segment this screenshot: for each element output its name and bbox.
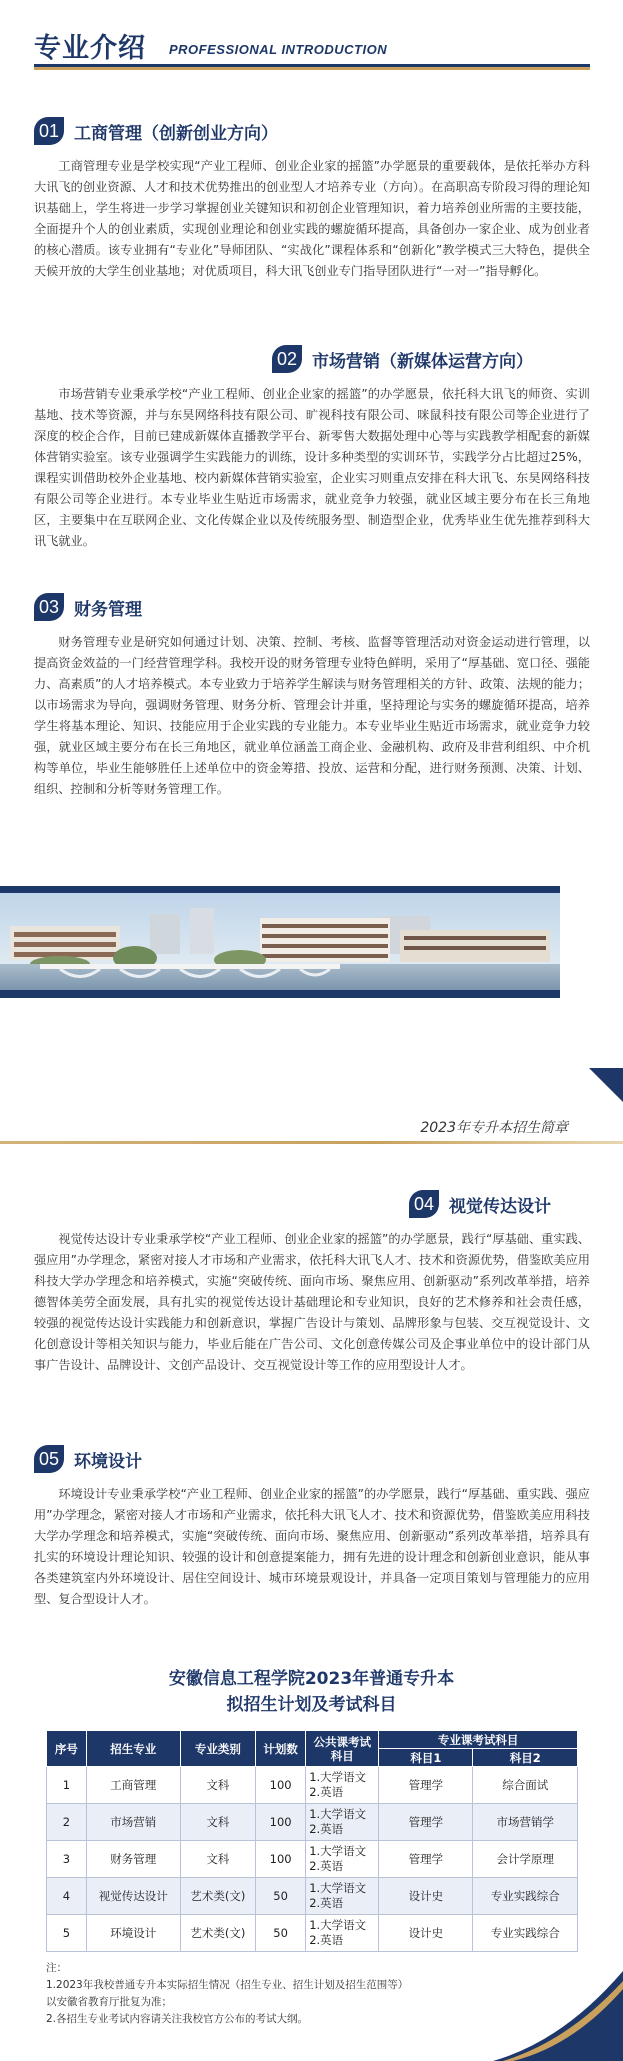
cell-public-exam [306,1804,379,1841]
cell-plan: 100 [256,1804,306,1841]
public-subject-2: 2.英语 [309,1896,344,1910]
enrollment-plan-table [46,1730,578,1952]
col-header-subject2: 科目2 [473,1749,578,1767]
cell-plan: 50 [256,1878,306,1915]
col-header-public-exam: 公共课考试科目 [306,1731,379,1767]
cell-subject2: 专业实践综合 [473,1915,578,1952]
table-title-line2: 拟招生计划及考试科目 [226,1695,397,1715]
col-header-subject1: 科目1 [379,1749,473,1767]
cell-subject2: 会计学原理 [473,1841,578,1878]
section-01-heading [34,117,278,147]
section-05-text: 环境设计专业秉承学校“产业工程师、创业企业家的摇篮”的办学愿景，践行“厚基础、重实践、强应用”办学理念，紧密对接人才市场和产业需求，依托科大讯飞人才、技术和资源优势，借鉴欧美应用科技大学办学理念和培养模式，实施“突破传统、面向市场、聚焦应用、创新驱动”系列改革举措，培养具有扎实的环境设计理论知识、较强的设计和创意提案能力，拥有先进的设计理念和创新创业意识，能从事各类建筑室内外环境设计、居住空间设计、城市环境景观设计，并具备一定项目策划与管理能力的应用型、复合型设计人才。 [34,1487,590,1606]
note-line-3: 2.各招生专业考试内容请关注我校官方公布的考试大纲。 [46,2013,309,2025]
cell-major: 市场营销 [86,1804,180,1841]
cell-plan: 100 [256,1841,306,1878]
section-title: 视觉传达设计 [449,1196,551,1217]
public-subject-1: 1.大学语文 [309,1770,367,1784]
cell-major: 视觉传达设计 [86,1878,180,1915]
cell-no: 5 [47,1915,87,1952]
cell-category: 文科 [180,1841,255,1878]
col-header-no: 序号 [47,1731,87,1767]
table-row [47,1915,578,1952]
public-subject-2: 2.英语 [309,1859,344,1873]
cell-no: 3 [47,1841,87,1878]
cell-subject1: 管理学 [379,1767,473,1804]
cell-public-exam [306,1915,379,1952]
cell-plan: 100 [256,1767,306,1804]
section-number-badge: 02 [272,345,302,373]
cell-no: 2 [47,1804,87,1841]
table-row [47,1878,578,1915]
public-subject-1: 1.大学语文 [309,1807,367,1821]
cell-category: 艺术类(文) [180,1878,255,1915]
cell-no: 4 [47,1878,87,1915]
public-subject-1: 1.大学语文 [309,1881,367,1895]
cell-subject1: 设计史 [379,1878,473,1915]
section-title: 工商管理（创新创业方向） [74,123,278,144]
section-number-badge: 05 [34,1445,64,1473]
brochure-year-caption: 2023年专升本招生简章 [420,1120,568,1136]
table-notes [46,1960,506,2028]
corner-decoration [473,1971,623,2061]
note-line-1: 1.2023年我校普通专升本实际招生情况（招生专业、招生计划及招生范围等） [46,1979,409,1991]
cell-subject1: 管理学 [379,1841,473,1878]
public-subject-1: 1.大学语文 [309,1844,367,1858]
campus-banner-image [0,886,560,998]
public-subject-1: 1.大学语文 [309,1918,367,1932]
cell-subject1: 设计史 [379,1915,473,1952]
col-header-category: 专业类别 [180,1731,255,1767]
section-03-heading [34,593,142,623]
col-header-major: 招生专业 [86,1731,180,1767]
cell-subject2: 综合面试 [473,1767,578,1804]
page-title: 专业介绍 [34,33,146,64]
section-title: 财务管理 [74,599,142,620]
section-number-badge: 03 [34,593,64,621]
col-header-plan: 计划数 [256,1731,306,1767]
table-row [47,1804,578,1841]
cell-public-exam [306,1841,379,1878]
section-01-text: 工商管理专业是学校实现“产业工程师、创业企业家的摇篮”办学愿景的重要载体，是依托举办方科大讯飞的创业资源、人才和技术优势推出的创业型人才培养专业（方向）。在高职高专阶段习得的理论知识基础上，学生将进一步学习掌握创业关键知识和初创企业管理知识，着力培养创业所需的主要技能，全面提升个人的创业素质，实现创业理论和创业实践的螺旋循环提高，具备创办一家企业、成为创业者的核心潜质。该专业拥有“专业化”导师团队、“实战化”课程体系和“创新化”教学模式三大特色，提供全天候开放的大学生创业基地；对优质项目，科大讯飞创业专门指导团队进行“一对一”指导孵化。 [34,159,590,278]
section-03-text: 财务管理专业是研究如何通过计划、决策、控制、考核、监督等管理活动对资金运动进行管理，以提高资金效益的一门经营管理学科。我校开设的财务管理专业特色鲜明，采用了“厚基础、宽口径、强能力、高素质”的人才培养模式。本专业致力于培养学生解读与财务管理相关的方针、政策、法规的能力；以市场需求为导向，强调财务管理、财务分析、管理会计并重，坚持理论与实务的螺旋循环提高，培养学生将基本理论、知识、技能应用于企业实践的专业能力。本专业毕业生贴近市场需求，就业竞争力较强，就业区域主要分布在长三角地区，就业单位涵盖工商企业、金融机构、政府及非营利组织、中介机构等单位，毕业生能够胜任上述单位中的资金筹措、投放、运营和分配，进行财务预测、决策、计划、组织、控制和分析等财务管理工作。 [34,635,590,796]
cell-public-exam [306,1878,379,1915]
table-title-line1: 安徽信息工程学院2023年普通专升本 [168,1669,455,1689]
section-04-text: 视觉传达设计专业秉承学校“产业工程师、创业企业家的摇篮”的办学愿景，践行“厚基础、重实践、强应用”办学理念，紧密对接人才市场和产业需求，依托科大讯飞人才、技术和资源优势，借鉴欧美应用科技大学办学理念和培养模式，实施“突破传统、面向市场、聚焦应用、创新驱动”系列改革举措，培养德智体美劳全面发展，具有扎实的视觉传达设计基础理论和专业知识，良好的艺术修养和社会责任感，较强的视觉传达设计实践能力和创新意识，掌握广告设计与策划、品牌形象与包装、交互视觉设计、文化创意设计等相关知识与能力，毕业后能在广告公司、文化创意传媒公司及企事业单位中的设计部门从事广告设计、品牌设计、文创产品设计、交互视觉设计等工作的应用型设计人才。 [34,1232,590,1372]
note-line-2: 以安徽省教育厅批复为准； [46,1996,172,2008]
cell-category: 艺术类(文) [180,1915,255,1952]
cell-subject2: 专业实践综合 [473,1878,578,1915]
section-number-badge: 04 [409,1190,439,1218]
cell-public-exam [306,1767,379,1804]
section-title: 市场营销（新媒体运营方向） [312,351,533,372]
cell-plan: 50 [256,1915,306,1952]
campus-illustration [0,886,560,998]
section-02-text: 市场营销专业秉承学校“产业工程师、创业企业家的摇篮”的办学愿景，依托科大讯飞的师资、实训基地、技术等资源，并与东昊网络科技有限公司、旷视科技有限公司、咪鼠科技有限公司等企业进行了深度的校企合作，目前已建成新媒体直播教学平台、新零售大数据处理中心等与实践教学相配套的新媒体营销实验室。该专业强调学生实践能力的训练，设计多种类型的实训环节，实践学分占比超过25%，课程实训借助校外企业基地、校内新媒体营销实验室，企业实习则重点安排在科大讯飞、东昊网络科技有限公司等企业进行。本专业毕业生贴近市场需求，就业竞争力较强，就业区域主要分布在长三角地区，主要集中在互联网企业、文化传媒企业以及传统服务型、制造型企业，优秀毕业生优先推荐到科大讯飞就业。 [34,387,590,548]
col-header-professional-exam: 专业课考试科目 [379,1731,578,1749]
section-02-heading [272,345,533,375]
public-subject-2: 2.英语 [309,1822,344,1836]
cell-no: 1 [47,1767,87,1804]
page-divider [0,1141,623,1144]
public-subject-2: 2.英语 [309,1933,344,1947]
header-divider [34,64,590,70]
cell-subject1: 管理学 [379,1804,473,1841]
cell-major: 工商管理 [86,1767,180,1804]
cell-category: 文科 [180,1804,255,1841]
section-05-heading [34,1445,142,1475]
table-row [47,1841,578,1878]
public-subject-2: 2.英语 [309,1785,344,1799]
cell-subject2: 市场营销学 [473,1804,578,1841]
cell-major: 环境设计 [86,1915,180,1952]
section-title: 环境设计 [74,1451,142,1472]
cell-major: 财务管理 [86,1841,180,1878]
corner-triangle [589,1068,623,1102]
page-header [34,26,594,66]
cell-category: 文科 [180,1767,255,1804]
section-number-badge: 01 [34,117,64,145]
table-row [47,1767,578,1804]
page-title-english: PROFESSIONAL INTRODUCTION [169,42,388,57]
section-04-heading [409,1190,551,1220]
notes-label: 注： [46,1962,67,1974]
